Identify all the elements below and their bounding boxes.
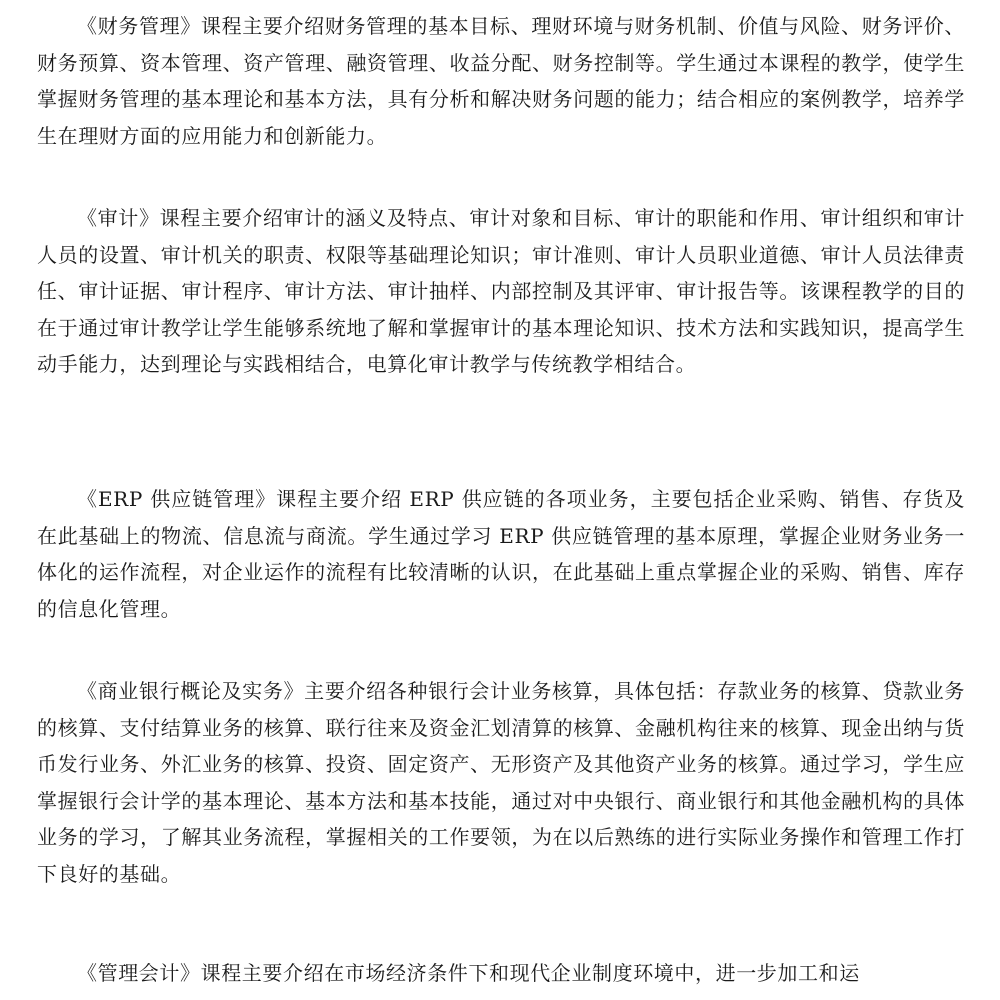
- paragraph-auditing: 《审计》课程主要介绍审计的涵义及特点、审计对象和目标、审计的职能和作用、审计组织和审计人员的设置、审计机关的职责、权限等基础理论知识；审计准则、审计人员职业道德、审计人员法律责任、审计证据、审计程序、审计方法、审计抽样、内部控制及其评审、审计报告等。该课程教学的目的在于通过审计教学让学生能够系统地了解和掌握审计的基本理论知识、技术方法和实践知识，提高学生动手能力，达到理论与实践相结合，电算化审计教学与传统教学相结合。: [37, 206, 965, 376]
- paragraph-erp-supply-chain: 《ERP 供应链管理》课程主要介绍 ERP 供应链的各项业务，主要包括企业采购、销售、存货及在此基础上的物流、信息流与商流。学生通过学习 ERP 供应链管理的基本原理，掌握企业财务业务一体化的运作流程，对企业运作的流程有比较清晰的认识，在此基础上重点掌握企业的采购、销售、库存的信息化管理。: [37, 487, 965, 621]
- paragraph-management-accounting: 《管理会计》课程主要介绍在市场经济条件下和现代企业制度环境中，进一步加工和运: [77, 961, 860, 985]
- paragraph-commercial-banking: 《商业银行概论及实务》主要介绍各种银行会计业务核算，具体包括：存款业务的核算、贷款业务的核算、支付结算业务的核算、联行往来及资金汇划清算的核算、金融机构往来的核算、现金出纳与货币发行业务、外汇业务的核算、投资、固定资产、无形资产及其他资产业务的核算。通过学习，学生应掌握银行会计学的基本理论、基本方法和基本技能，通过对中央银行、商业银行和其他金融机构的具体业务的学习，了解其业务流程，掌握相关的工作要领，为在以后熟练的进行实际业务操作和管理工作打下良好的基础。: [37, 679, 965, 886]
- paragraph-financial-management: 《财务管理》课程主要介绍财务管理的基本目标、理财环境与财务机制、价值与风险、财务评价、财务预算、资本管理、资产管理、融资管理、收益分配、财务控制等。学生通过本课程的教学，使学生掌握财务管理的基本理论和基本方法，具有分析和解决财务问题的能力；结合相应的案例教学，培养学生在理财方面的应用能力和创新能力。: [37, 14, 965, 148]
